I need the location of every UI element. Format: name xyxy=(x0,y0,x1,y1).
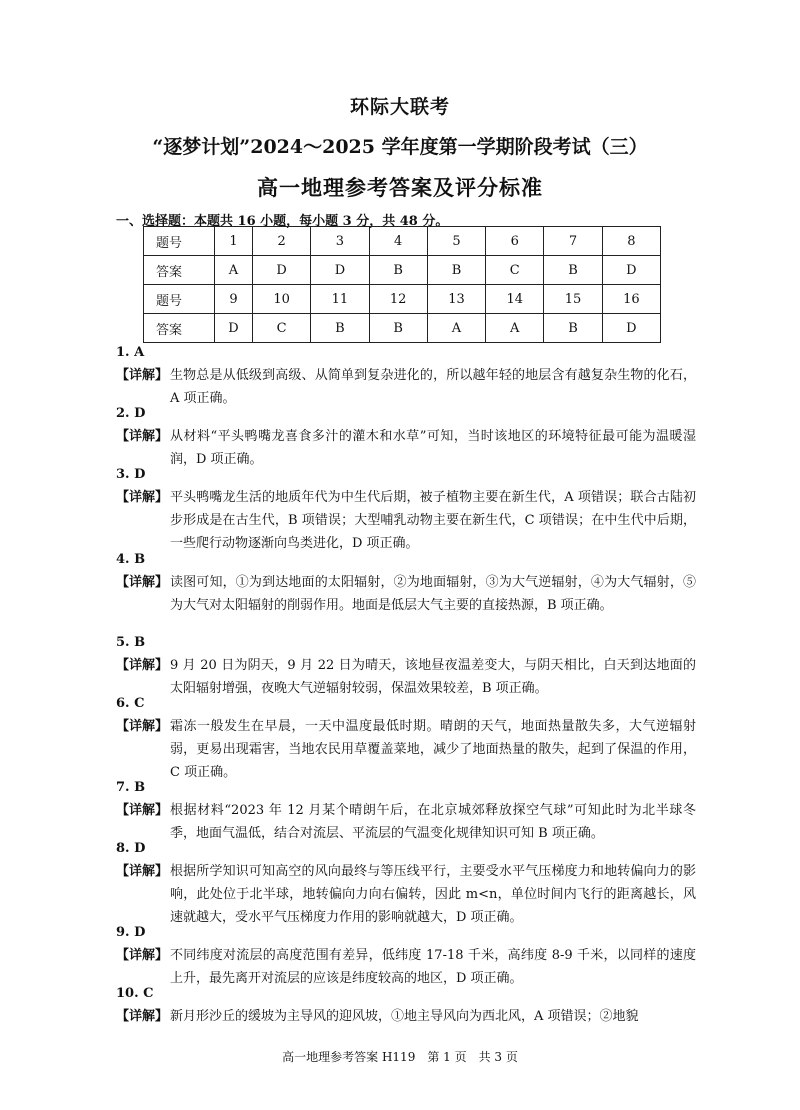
question-explanation: 根据材料“2023 年 12 月某个晴朗午后，在北京城郊释放探空气球”可知此时为北半球冬季，地面气温低，结合对流层、平流层的气温变化规律知识可知 B 项正确。 xyxy=(170,803,696,841)
detail-tag: 【详解】 xyxy=(116,803,169,818)
answer-table-row xyxy=(144,256,661,285)
question-block xyxy=(116,692,696,784)
detail-tag: 【详解】 xyxy=(116,658,169,673)
answer-table-cell: D xyxy=(215,314,253,343)
question-number: 2. D xyxy=(116,406,146,421)
answer-table-cell: C xyxy=(486,256,544,285)
answer-table-row xyxy=(144,285,661,314)
answer-table-cell: B xyxy=(544,314,602,343)
answer-table-cell: B xyxy=(311,314,369,343)
detail-tag: 【详解】 xyxy=(116,575,169,590)
answer-table-row-header: 题号 xyxy=(144,227,215,256)
question-block xyxy=(116,837,696,929)
answer-table-cell: 3 xyxy=(311,227,369,256)
answer-table-cell: D xyxy=(602,314,660,343)
question-block xyxy=(116,776,696,845)
question-number: 5. B xyxy=(116,635,146,650)
answer-table-cell: 12 xyxy=(369,285,427,314)
exam-name-title: “逐梦计划”2024～2025 学年度第一学期阶段考试（三） xyxy=(152,136,648,158)
answer-table-row xyxy=(144,314,661,343)
exam-union-title: 环际大联考 xyxy=(349,96,450,118)
answer-table-row-header: 答案 xyxy=(144,314,215,343)
question-number: 9. D xyxy=(116,925,146,940)
question-number: 10. C xyxy=(116,986,154,1001)
question-number: 1. A xyxy=(116,345,145,360)
question-number: 6. C xyxy=(116,696,145,711)
answer-table-cell: 8 xyxy=(602,227,660,256)
answer-table-cell: B xyxy=(369,314,427,343)
detail-tag: 【详解】 xyxy=(116,429,169,444)
question-number: 4. B xyxy=(116,552,146,567)
answer-table-cell: 6 xyxy=(486,227,544,256)
question-number: 8. D xyxy=(116,841,146,856)
question-explanation: 读图可知，①为到达地面的太阳辐射，②为地面辐射，③为大气逆辐射，④为大气辐射，⑤为大气对太阳辐射的削弱作用。地面是低层大气主要的直接热源，B 项正确。 xyxy=(170,575,696,613)
question-number: 3. D xyxy=(116,467,146,482)
answer-table-row-header: 答案 xyxy=(144,256,215,285)
answer-table-row xyxy=(144,227,661,256)
answer-table-row-header: 题号 xyxy=(144,285,215,314)
detail-tag: 【详解】 xyxy=(116,368,169,383)
question-explanation: 根据所学知识可知高空的风向最终与等压线平行，主要受水平气压梯度力和地转偏向力的影响，此处位于北半球，地转偏向力向右偏转，因此 m<n，单位时间内飞行的距离越长，风速就越大，受水平气压梯度力作用的影响就越大，D 项正确。 xyxy=(170,864,696,925)
detail-tag: 【详解】 xyxy=(116,490,169,505)
answer-table-cell: 5 xyxy=(427,227,485,256)
question-block xyxy=(116,548,696,617)
question-explanation: 霜冻一般发生在早晨，一天中温度最低时期。晴朗的天气，地面热量散失多，大气逆辐射弱，更易出现霜害，当地农民用草覆盖菜地，减少了地面热量的散失，起到了保温的作用，C 项正确。 xyxy=(170,719,696,780)
question-explanation: 从材料“平头鸭嘴龙喜食多汁的灌木和水草”可知，当时该地区的环境特征最可能为温暖湿润，D 项正确。 xyxy=(170,429,696,467)
answer-table-cell: 10 xyxy=(252,285,310,314)
answer-table-cell: D xyxy=(252,256,310,285)
detail-tag: 【详解】 xyxy=(116,719,169,734)
question-explanation: 新月形沙丘的缓坡为主导风的迎风坡，①地主导风向为西北风，A 项错误；②地貌 xyxy=(170,1009,639,1024)
answer-table-cell: D xyxy=(311,256,369,285)
question-block xyxy=(116,982,696,1028)
answer-table-cell: 13 xyxy=(427,285,485,314)
answer-table-cell: 16 xyxy=(602,285,660,314)
answer-table-cell: B xyxy=(369,256,427,285)
question-block xyxy=(116,921,696,990)
question-block xyxy=(116,463,696,555)
answer-table-cell: A xyxy=(427,314,485,343)
answer-table-cell: 11 xyxy=(311,285,369,314)
question-explanation: 生物总是从低级到高级、从简单到复杂进化的，所以越年轻的地层含有越复杂生物的化石，A 项正确。 xyxy=(170,368,696,406)
answer-table-cell: 7 xyxy=(544,227,602,256)
section-heading: 一、选择题：本题共 16 小题，每小题 3 分，共 48 分。 xyxy=(116,214,449,229)
question-block xyxy=(116,402,696,471)
answer-table-cell: D xyxy=(602,256,660,285)
answer-table-cell: 1 xyxy=(215,227,253,256)
answer-table-cell: 15 xyxy=(544,285,602,314)
detail-tag: 【详解】 xyxy=(116,948,169,963)
answer-table-cell: 2 xyxy=(252,227,310,256)
question-block xyxy=(116,341,696,410)
answer-table-cell: B xyxy=(544,256,602,285)
detail-tag: 【详解】 xyxy=(116,864,169,879)
question-block xyxy=(116,631,696,700)
answer-table-cell: C xyxy=(252,314,310,343)
answer-table-cell: A xyxy=(486,314,544,343)
answer-table-cell: 14 xyxy=(486,285,544,314)
answer-table-cell: B xyxy=(427,256,485,285)
answer-key-title: 高一地理参考答案及评分标准 xyxy=(257,175,543,200)
question-explanation: 平头鸭嘴龙生活的地质年代为中生代后期，被子植物主要在新生代，A 项错误；联合古陆初步形成是在古生代，B 项错误；大型哺乳动物主要在新生代，C 项错误；在中生代中后期，一些爬行动物逐渐向鸟类进化，D 项正确。 xyxy=(170,490,696,551)
answer-table xyxy=(143,226,661,343)
detail-tag: 【详解】 xyxy=(116,1009,169,1024)
question-explanation: 9 月 20 日为阴天，9 月 22 日为晴天，该地昼夜温差变大，与阴天相比，白天到达地面的太阳辐射增强，夜晚大气逆辐射较弱，保温效果较差，B 项正确。 xyxy=(170,658,696,696)
page-footer: 高一地理参考答案 H119 第 1 页 共 3 页 xyxy=(282,1050,518,1064)
answer-table-cell: 9 xyxy=(215,285,253,314)
question-number: 7. B xyxy=(116,780,146,795)
question-explanation: 不同纬度对流层的高度范围有差异，低纬度 17-18 千米，高纬度 8-9 千米，以同样的速度上升，最先离开对流层的应该是纬度较高的地区，D 项正确。 xyxy=(170,948,696,986)
answer-table-cell: A xyxy=(215,256,253,285)
answer-table-cell: 4 xyxy=(369,227,427,256)
